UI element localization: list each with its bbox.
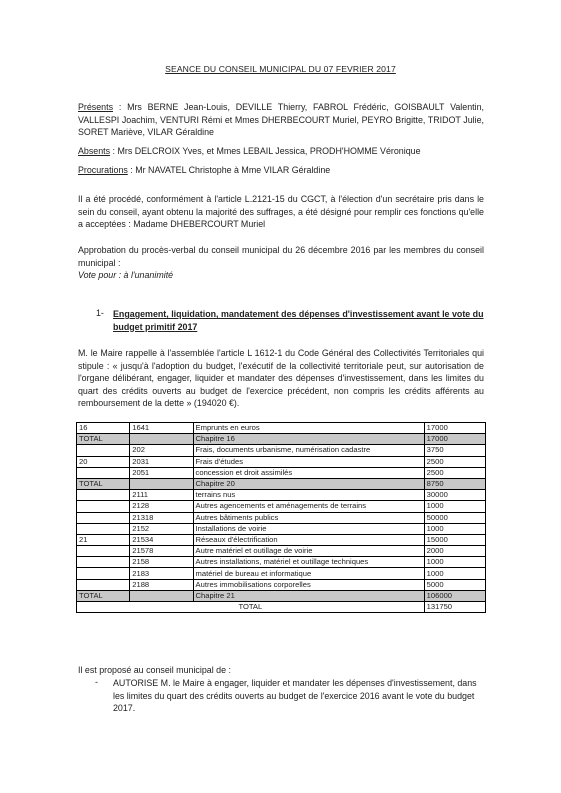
amount-cell: 15000 xyxy=(424,534,485,545)
amount-cell: 3750 xyxy=(424,445,485,456)
table-row xyxy=(77,568,486,579)
amount-cell: 17000 xyxy=(424,434,485,445)
table-row xyxy=(77,512,486,523)
approval-paragraph xyxy=(78,244,484,282)
label-cell: Chapitre 16 xyxy=(193,434,424,445)
label-cell: Chapitre 20 xyxy=(193,478,424,489)
grand-total-amount: 131750 xyxy=(424,602,485,613)
label-cell: Installations de voirie xyxy=(193,523,424,534)
label-cell: terrains nus xyxy=(193,490,424,501)
table-row xyxy=(77,534,486,545)
chapter-cell: TOTAL xyxy=(77,434,130,445)
account-code-cell: 2152 xyxy=(130,523,193,534)
section-title: Engagement, liquidation, mandatement des dépenses d'investissement avant le vote du budget primitif 2017 xyxy=(113,309,484,332)
account-code-cell: 2183 xyxy=(130,568,193,579)
proposal-intro: Il est proposé au conseil municipal de : xyxy=(78,665,231,675)
amount-cell: 30000 xyxy=(424,490,485,501)
chapter-cell xyxy=(77,557,130,568)
amount-cell: 17000 xyxy=(424,423,485,434)
amount-cell: 50000 xyxy=(424,512,485,523)
approval-vote: Vote pour : à l'unanimité xyxy=(78,270,174,280)
total-row xyxy=(77,590,486,601)
account-code-cell: 2188 xyxy=(130,579,193,590)
chapter-cell: 16 xyxy=(77,423,130,434)
approval-text: Approbation du procès-verbal du conseil municipal du 26 décembre 2016 par les membres du conseil municipal : xyxy=(78,245,484,268)
table-row xyxy=(77,523,486,534)
chapter-cell: TOTAL xyxy=(77,478,130,489)
amount-cell: 106000 xyxy=(424,590,485,601)
account-code-cell xyxy=(130,434,193,445)
presents-text: : Mrs BERNE Jean-Louis, DEVILLE Thierry, FABROL Frédéric, GOISBAULT Valentin, VALLESPI Joachim, VENTURI Rémi et Mmes DHERBECOURT Muriel, PEYRO Brigitte, TRIDOT Julie, SORET Mariève, VILAR Géraldine xyxy=(78,102,484,137)
chapter-cell xyxy=(77,546,130,557)
total-row xyxy=(77,478,486,489)
table-row xyxy=(77,423,486,434)
amount-cell: 2500 xyxy=(424,456,485,467)
amount-cell: 1000 xyxy=(424,523,485,534)
chapter-cell xyxy=(77,579,130,590)
amount-cell: 8750 xyxy=(424,478,485,489)
label-cell: concession et droit assimilés xyxy=(193,467,424,478)
label-cell: matériel de bureau et informatique xyxy=(193,568,424,579)
amount-cell: 1000 xyxy=(424,501,485,512)
section-number: 1- xyxy=(96,308,104,318)
procurations-text: : Mr NAVATEL Christophe à Mme VILAR Géraldine xyxy=(127,165,331,175)
amount-cell: 1000 xyxy=(424,557,485,568)
table-row xyxy=(77,546,486,557)
account-code-cell: 1641 xyxy=(130,423,193,434)
account-code-cell: 2111 xyxy=(130,490,193,501)
table-row xyxy=(77,445,486,456)
account-code-cell: 2031 xyxy=(130,456,193,467)
label-cell: Autres bâtiments publics xyxy=(193,512,424,523)
chapter-cell: 21 xyxy=(77,534,130,545)
procurations-paragraph xyxy=(78,164,484,177)
absents-paragraph xyxy=(78,145,484,158)
table-row xyxy=(77,579,486,590)
account-code-cell: 2128 xyxy=(130,501,193,512)
label-cell: Frais d'études xyxy=(193,456,424,467)
amount-cell: 2000 xyxy=(424,546,485,557)
presents-paragraph xyxy=(78,101,484,139)
chapter-cell xyxy=(77,523,130,534)
account-code-cell: 21318 xyxy=(130,512,193,523)
account-code-cell: 202 xyxy=(130,445,193,456)
label-cell: Autre matériel et outillage de voirie xyxy=(193,546,424,557)
label-cell: Autres agencements et aménagements de terrains xyxy=(193,501,424,512)
budget-table xyxy=(76,422,486,613)
amount-cell: 5000 xyxy=(424,579,485,590)
table-row xyxy=(77,490,486,501)
label-cell: Réseaux d'électrification xyxy=(193,534,424,545)
label-cell: Autres immobilisations corporelles xyxy=(193,579,424,590)
chapter-cell: TOTAL xyxy=(77,590,130,601)
account-code-cell: 2051 xyxy=(130,467,193,478)
procurations-label: Procurations xyxy=(78,165,128,175)
account-code-cell: 2158 xyxy=(130,557,193,568)
page-title: SEANCE DU CONSEIL MUNICIPAL DU 07 FEVRIER 2017 xyxy=(165,64,396,74)
proposal-bullet: - xyxy=(95,677,98,687)
section-intro: M. le Maire rappelle à l'assemblée l'article L 1612-1 du Code Général des Collectivités Territoriales qui stipule : « jusqu'à l'adoption du budget, l'exécutif de la collectivité territoriale peut, sur autorisation de l'organe délibérant, engager, liquider et mandater des dépenses d'investissement, dans les limites du quart des crédits ouverts au budget de l'exercice précédent, non compris les crédits afférents au remboursement de la dette » (194020 €). xyxy=(78,348,484,408)
chapter-cell xyxy=(77,568,130,579)
absents-text: : Mrs DELCROIX Yves, et Mmes LEBAIL Jessica, PRODH'HOMME Véronique xyxy=(110,146,421,156)
presents-label: Présents xyxy=(78,102,114,112)
chapter-cell xyxy=(77,445,130,456)
chapter-cell xyxy=(77,490,130,501)
account-code-cell: 21578 xyxy=(130,546,193,557)
grand-total-label: TOTAL xyxy=(77,602,425,613)
label-cell: Autres installations, matériel et outillage techniques xyxy=(193,557,424,568)
chapter-cell xyxy=(77,512,130,523)
table-row xyxy=(77,456,486,467)
account-code-cell xyxy=(130,590,193,601)
proposal-item: AUTORISE M. le Maire à engager, liquider et mandater les dépenses d'investissement, dans les limites du quart des crédits ouverts au budget de l'exercice 2016 avant le vote du budget 2017. xyxy=(113,678,477,713)
chapter-cell: 20 xyxy=(77,456,130,467)
account-code-cell: 21534 xyxy=(130,534,193,545)
table-row xyxy=(77,557,486,568)
label-cell: Emprunts en euros xyxy=(193,423,424,434)
amount-cell: 1000 xyxy=(424,568,485,579)
secretary-paragraph: Il a été procédé, conformément à l'article L.2121-15 du CGCT, à l'élection d'un secrétaire pris dans le sein du conseil, ayant obtenu la majorité des suffrages, a été désigné pour remplir ces fonctions qu'elle a acceptées : Madame DHEBERCOURT Muriel xyxy=(78,194,484,229)
account-code-cell xyxy=(130,478,193,489)
label-cell: Frais, documents urbanisme, numérisation cadastre xyxy=(193,445,424,456)
table-row xyxy=(77,467,486,478)
label-cell: Chapitre 21 xyxy=(193,590,424,601)
grand-total-row xyxy=(77,602,486,613)
total-row xyxy=(77,434,486,445)
amount-cell: 2500 xyxy=(424,467,485,478)
table-row xyxy=(77,501,486,512)
chapter-cell xyxy=(77,467,130,478)
chapter-cell xyxy=(77,501,130,512)
absents-label: Absents xyxy=(78,146,111,156)
